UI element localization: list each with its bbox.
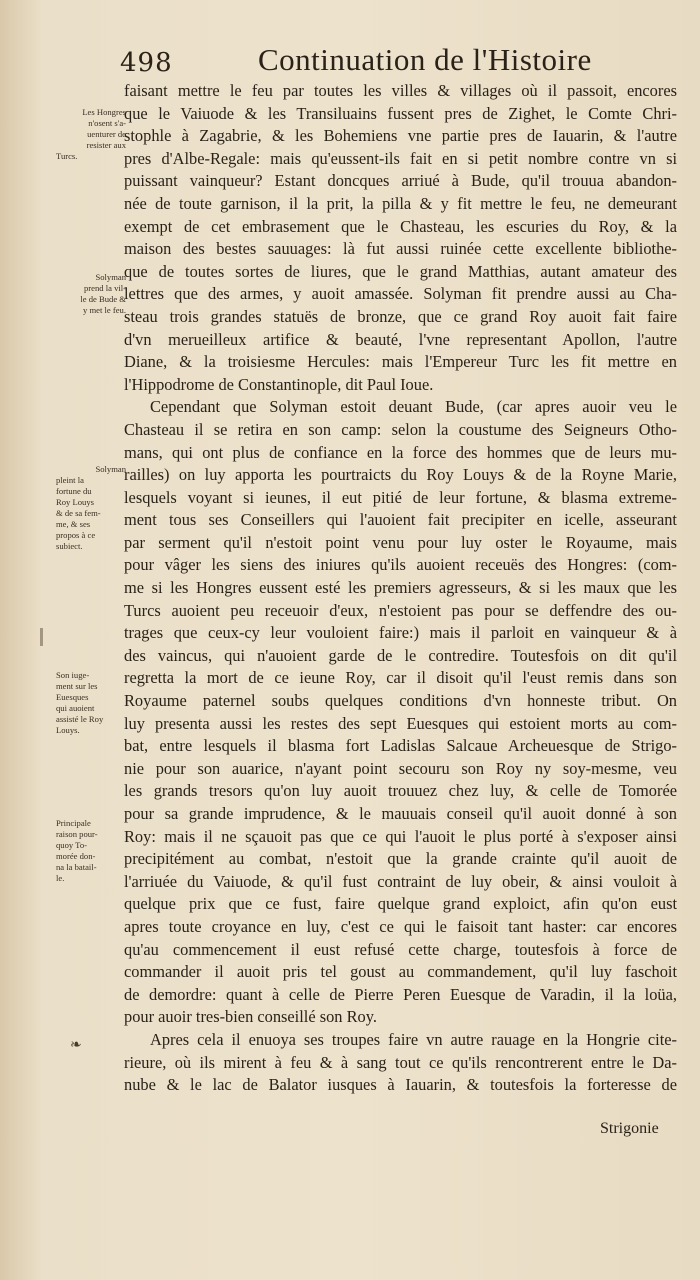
text-line: puissant vainqueur? Estant doncques arriué à Bude, qu'il trouua abandon- (124, 171, 677, 191)
margin-note-line: Louys. (56, 725, 80, 735)
margin-note-line: subiect. (56, 541, 83, 551)
margin-note-line: qui auoient (56, 703, 95, 713)
margin-note (56, 464, 126, 552)
text-line: Cependant que Solyman estoit deuant Bude, (car apres auoir veu le (150, 397, 677, 417)
text-line: qu'au commencement il eust refusé cette charge, toutesfois à force de (124, 939, 677, 959)
text-line: pres d'Albe-Regale: mais qu'eussent-ils fait en si petit nombre contre vn si (124, 148, 677, 168)
text-line: exempt de cet embrasement que le Chasteau, les escuries du Roy, & la (124, 216, 677, 236)
margin-note-line: quoy To- (56, 840, 87, 850)
margin-note-line: n'osent s'a- (88, 118, 126, 128)
running-title: Continuation de l'Histoire (258, 42, 592, 77)
text-line: ment tous ses Conseillers qui l'auoient fait precipiter en icelle, asseurant (124, 510, 677, 530)
margin-note-line: uenturer de (87, 129, 126, 139)
margin-note-line: ment sur les (56, 681, 98, 691)
margin-note-line: na la batail- (56, 862, 97, 872)
margin-note-line: & de sa fem- (56, 508, 101, 518)
margin-note-line: Son iuge- (56, 670, 90, 680)
text-line: Diane, & la troisiesme Hercules: mais l'Empereur Turc les fit mettre en (124, 352, 677, 372)
margin-note-line: morée don- (56, 851, 96, 861)
margin-note-line: le. (56, 873, 65, 883)
text-line: apres toute croyance en luy, c'est ce qui le faisoit tant haster: car encores (124, 916, 677, 936)
text-line: commander il auoit pris tel goust au commandement, qu'il luy faschoit (124, 962, 677, 982)
margin-note-line: raison pour- (56, 829, 98, 839)
margin-note-line: y met le feu. (83, 305, 126, 315)
text-line: d'vn merueilleux artifice & beauté, l'vne representant Apollon, l'autre (124, 329, 677, 349)
margin-note-line: me, & ses (56, 519, 91, 529)
text-line: Roy: mais il ne sçauoit pas que ce qui l'auoit le plus porté à s'exposer ainsi (124, 826, 677, 846)
text-line: pour sa grande imprudence, & le mauuais conseil qu'il auoit donné à son (124, 804, 677, 823)
text-line: l'arriuée du Vaiuode, & qu'il fust contraint de luy obeir, & ainsi vouloit à (124, 871, 677, 891)
text-line: les grands tresors qu'on luy auoit trouuez chez luy, & celle de Tomorée (124, 781, 677, 801)
paragraph-mark-icon: ❧ (70, 1037, 82, 1053)
margin-note-line: Euesques (56, 692, 89, 702)
text-line: lettres que des armes, y auoit amassée. Solyman fit prendre aussi au Cha- (124, 284, 677, 304)
margin-note-line: pleint la (56, 475, 84, 485)
margin-note-line: le de Bude & (80, 294, 126, 304)
text-line: Apres cela il enuoya ses troupes faire vn autre rauage en la Hongrie cite- (150, 1029, 677, 1049)
body-text (124, 80, 677, 1097)
text-line: steau trois grandes statuës de bronze, que ce grand Roy auoit fait faire (124, 306, 677, 326)
text-line: Chasteau il se retira en son camp: selon la coustume des Seigneurs Otho- (124, 419, 677, 439)
text-line: bat, entre lesquels il blasma fort Ladislas Salcaue Archeuesque de Strigo- (124, 736, 677, 756)
text-line: par serment qu'il n'estoit point venu pour luy oster le Royaume, mais (124, 532, 677, 552)
text-line: nube & le lac de Balator iusques à Iauarin, & toutesfois la forteresse de (124, 1075, 677, 1095)
margin-note (56, 670, 126, 736)
text-line: trages que ceux-cy leur vouloient faire:) mais il parloit en vainqueur & à (124, 623, 677, 643)
margin-note-line: assisté le Roy (56, 714, 104, 724)
margin-note-line: Roy Louys (56, 497, 94, 507)
text-line: née de toute garnison, il la prit, la pilla & y fit mettre le feu, ne demeurant (124, 193, 677, 213)
text-line: pour vâger les siens des iniures qu'ils auoient receuës des Hongres: (com- (124, 555, 677, 575)
text-line: que le Vaiuode & les Transiluains fussent pres de Zighet, le Comte Chri- (124, 103, 677, 123)
margin-note (56, 818, 126, 884)
text-line: pour auoir tres-bien conseillé son Roy. (124, 1007, 377, 1027)
text-line: regretta la mort de ce ieune Roy, car il disoit qu'il l'eust remis dans son (124, 668, 677, 688)
margin-note-line: propos à ce (56, 530, 96, 540)
page-number: 498 (120, 48, 173, 78)
text-line: l'Hippodrome de Constantinople, dit Paul Ioue. (124, 374, 434, 394)
margin-mark (40, 628, 43, 646)
margin-note-line: Solyman (95, 464, 126, 474)
text-line: stophle à Zagabrie, & les Bohemiens vne partie pres de Iauarin, & l'autre (124, 126, 677, 146)
text-line: lesquels voyant si ieunes, il eut pitié de leur fortune, & blasma extreme- (124, 487, 677, 507)
text-line: Royaume paternel soubs quelques conditions d'vn honneste tribut. On (124, 691, 677, 711)
margin-note (56, 107, 126, 162)
text-line: rieure, où ils mirent à feu & à sang tout ce qu'ils rencontrerent entre le Da- (124, 1052, 677, 1072)
margin-note-line: Principale (56, 818, 91, 828)
margin-note-line: prend la vil- (84, 283, 126, 293)
text-line: precipitément au combat, n'estoit que la grande crainte qu'il auoit de (124, 849, 677, 869)
text-line: faisant mettre le feu par toutes les villes & villages où il passoit, encores (124, 81, 677, 100)
text-line: que de toutes sortes de liures, que le grand Matthias, autant amateur des (124, 261, 677, 281)
text-line: Turcs auoient peu receuoir d'eux, n'estoient pas pour se deffendre des ou- (124, 600, 677, 620)
text-line: railles) on luy apporta les pourtraicts du Roy Louys & de la Royne Marie, (124, 465, 677, 485)
text-line: quelque prix que ce fust, faire quelque grand exploict, afin qu'on eust (124, 894, 677, 914)
text-line: me si les Hongres eussent esté les premiers agresseurs, & si les maux que les (124, 578, 677, 598)
text-line: maison des bestes sauuages: là fut aussi ruinée cette excellente bibliothe- (124, 239, 677, 259)
margin-note-line: Solyman (95, 272, 126, 282)
margin-note-line: Turcs. (56, 151, 78, 161)
margin-note-line: fortune du (56, 486, 92, 496)
text-line: luy presenta aussi les restes des sept Euesques qui estoient morts au com- (124, 713, 677, 733)
margin-note-line: Les Hongres (82, 107, 126, 117)
text-line: des vaincus, qui n'auoient garde de le contredire. Toutesfois on dit qu'il (124, 645, 677, 665)
margin-note-line: resister aux (86, 140, 126, 150)
catchword: Strigonie (600, 1120, 659, 1137)
margin-note (56, 272, 126, 316)
text-line: de demordre: quant à celle de Pierre Peren Euesque de Varadin, il la loüa, (124, 984, 677, 1004)
text-line: mans, qui ont plus de confiance en la force des hommes que de leurs mu- (124, 442, 677, 462)
text-line: nie pour son auarice, n'ayant point secouru son Roy ny soy-mesme, veu (124, 758, 677, 778)
